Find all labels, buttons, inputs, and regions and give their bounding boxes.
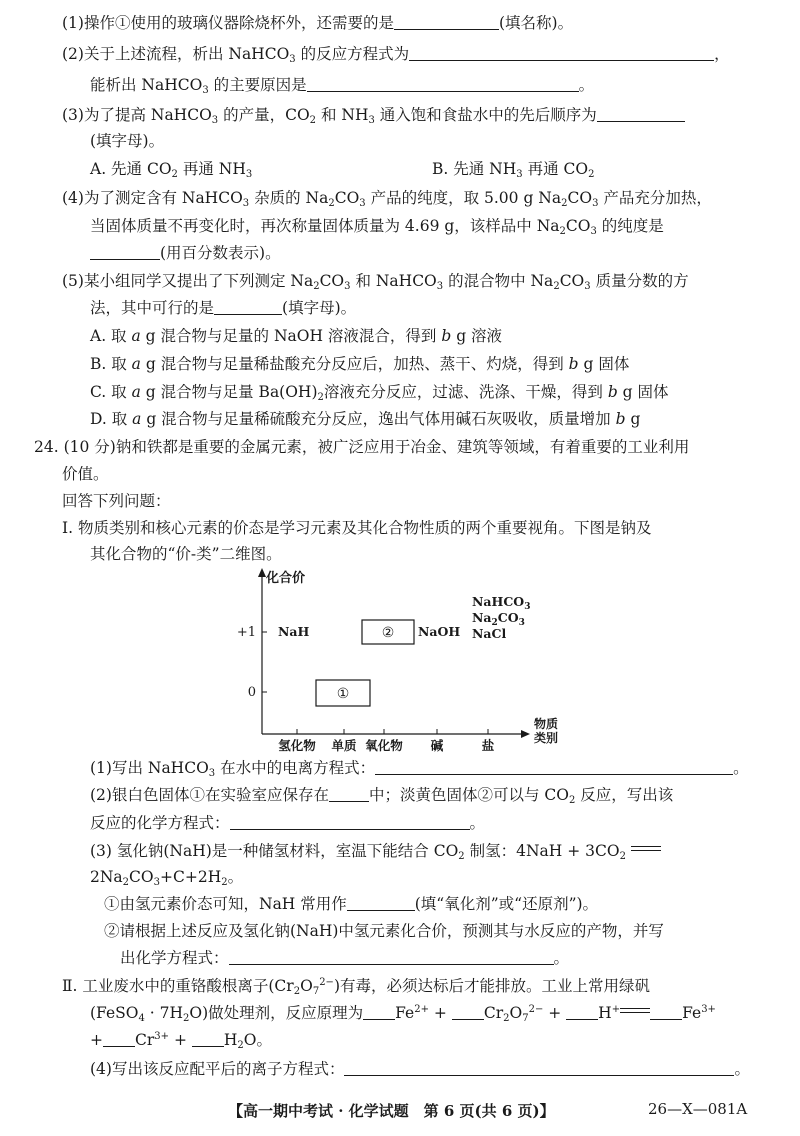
q23-part2-line2: 能析出 NaHCO$_3$ 的主要原因是 。: [90, 76, 595, 96]
x-axis-arrow-icon: [521, 730, 530, 738]
box-2-marker: ②: [381, 625, 395, 641]
coefficient-blank[interactable]: [452, 1005, 484, 1020]
answer-blank[interactable]: [344, 1061, 734, 1076]
q24-section-i-line2: 其化合物的“价-类”二维图。: [90, 545, 282, 563]
q23-part4-line1: (4)为了测定含有 NaHCO$_3$ 杂质的 $Na_2CO_3$ 产品的纯度，取 5.00 g $Na_2CO_3$ 产品充分加热，: [62, 189, 712, 209]
coefficient-blank[interactable]: [103, 1032, 135, 1047]
answer-blank[interactable]: [409, 46, 714, 61]
q24-section-ii-line1: Ⅱ. 工业废水中的重铬酸根离子$(Cr_2O_7^{2-})$有毒，必须达标后才能排放。工业上常用绿矾: [62, 977, 650, 997]
q24-sub3-part2-line1: ②请根据上述反应及氢化钠(NaH)中氢元素化合价，预测其与水反应的产物，并写: [104, 922, 664, 940]
q23-option-5d: D. 取 a g 混合物与足量稀硫酸充分反应，逸出气体用碱石灰吸收，质量增加 b g: [90, 410, 641, 428]
label-nahco3: NaHCO$_3$: [472, 594, 531, 612]
q23-part5-line2: 法，其中可行的是 (填字母)。: [90, 299, 357, 317]
x-category-element: 单质: [331, 738, 357, 753]
label-na2co3: $Na_2CO_3$: [472, 610, 525, 628]
x-axis-label-line2: 类别: [533, 731, 559, 745]
label-nacl: NaCl: [472, 626, 507, 641]
label-naoh: NaOH: [418, 624, 461, 639]
q24-heading-line2: 价值。: [62, 465, 109, 483]
y-tick-zero: 0: [247, 685, 256, 700]
q23-option-5c: C. 取 a g 混合物与足量 $Ba(OH)_2$溶液充分反应，过滤、洗涤、干燥，得到 b g 固体: [90, 383, 669, 403]
footer-code: 26—X—081A: [648, 1100, 748, 1118]
coefficient-blank[interactable]: [650, 1005, 682, 1020]
answer-blank[interactable]: [375, 760, 733, 775]
box-1-marker: ①: [336, 686, 350, 702]
q24-heading-line1: 24. (10 分)钠和铁都是重要的金属元素，被广泛应用于冶金、建筑等领域，有着重要的工业利用: [34, 438, 690, 456]
q24-sub2-line1: (2)银白色固体①在实验室应保存在 中；淡黄色固体②可以与 $CO_2$ 反应，写出该: [90, 786, 674, 806]
answer-blank[interactable]: [90, 245, 160, 260]
answer-blank[interactable]: [230, 815, 470, 830]
q24-sub4: (4)写出该反应配平后的离子方程式： 。: [90, 1060, 750, 1078]
q24-section-i-line1: Ⅰ. 物质类别和核心元素的价态是学习元素及其化合物性质的两个重要视角。下图是钠及: [62, 519, 652, 537]
label-nah: NaH: [278, 624, 310, 639]
q23-option-5a: A. 取 a g 混合物与足量的 NaOH 溶液混合，得到 b g 溶液: [90, 327, 503, 345]
y-axis-label: 化合价: [266, 571, 306, 586]
coefficient-blank[interactable]: [192, 1032, 224, 1047]
q23-part4-line3: (用百分数表示)。: [90, 242, 281, 264]
q24-instruction: 回答下列问题：: [62, 492, 171, 510]
q24-sub3-part2-line2: 出化学方程式： 。: [120, 949, 570, 967]
answer-blank[interactable]: [307, 77, 579, 92]
answer-blank[interactable]: [329, 787, 369, 802]
coefficient-blank[interactable]: [566, 1005, 598, 1020]
y-axis-arrow-icon: [258, 568, 266, 577]
q24-sub2-line2: 反应的化学方程式： 。: [90, 814, 486, 832]
footer-title: 【高一期中考试 · 化学试题 第 6 页(共 6 页)】: [228, 1102, 555, 1120]
q24-sub3-part1: ①由氢元素价态可知，NaH 常用作 (填“氧化剂”或“还原剂”)。: [104, 895, 599, 913]
answer-blank[interactable]: [394, 15, 499, 30]
q23-part5-line1: (5)某小组同学又提出了下列测定 $Na_2CO_3$ 和 NaHCO$_3$ 的混合物中 $Na_2CO_3$ 质量分数的方: [62, 272, 689, 292]
q24-section-ii-line3: + $Cr^{3+} + H_2O$。: [90, 1031, 272, 1051]
q23-option-b: B. 先通 $NH_3$ 再通 $CO_2$: [432, 160, 595, 180]
q24-section-ii-line2: (FeSO$_4$ · $7H_2O$)做处理剂，反应原理为 $Fe^{2+} + Cr_2O_7^{2-} + H^+$ $Fe^{3+}$: [90, 1004, 716, 1024]
q24-sub3-line1: (3) 氢化钠(NaH)是一种储氢材料，室温下能结合 $CO_2$ 制氢：$4NaH + 3CO_2$: [90, 840, 661, 862]
answer-blank[interactable]: [347, 896, 415, 911]
answer-blank[interactable]: [597, 107, 685, 122]
x-category-hydride: 氢化物: [278, 738, 316, 753]
valence-class-diagram: [236, 566, 572, 756]
answer-blank[interactable]: [229, 950, 554, 965]
q23-option-5b: B. 取 a g 混合物与足量稀盐酸充分反应后，加热、蒸干、灼烧，得到 b g 固体: [90, 355, 630, 373]
q23-part1: (1)操作①使用的玻璃仪器除烧杯外，还需要的是 (填名称)。: [62, 14, 574, 32]
x-category-base: 碱: [430, 738, 444, 753]
q24-sub1: (1)写出 NaHCO$_3$ 在水中的电离方程式： 。: [90, 759, 749, 779]
equals-sign-icon: [631, 844, 661, 854]
q23-part3-line2: (填字母)。: [90, 132, 165, 150]
x-category-salt: 盐: [481, 738, 495, 753]
q23-part4-line2: 当固体质量不再变化时，再次称量固体质量为 4.69 g，该样品中 $Na_2CO_3$ 的纯度是: [90, 217, 664, 237]
coefficient-blank[interactable]: [363, 1005, 395, 1020]
q23-part2-line1: (2)关于上述流程，析出 NaHCO$_3$ 的反应方程式为 ，: [62, 45, 730, 65]
q24-sub3-line2: $2Na_2CO_3+C+2H_2$。: [90, 868, 244, 888]
q23-part3-line1: (3)为了提高 NaHCO$_3$ 的产量，$CO_2$ 和 $NH_3$ 通入饱和食盐水中的先后顺序为: [62, 104, 685, 126]
x-axis-label-line1: 物质: [533, 717, 559, 731]
x-category-oxide: 氧化物: [365, 738, 403, 753]
equals-sign-icon: [620, 1006, 650, 1016]
y-tick-plus1: +1: [236, 625, 256, 640]
answer-blank[interactable]: [214, 300, 282, 315]
q23-option-a: A. 先通 $CO_2$ 再通 $NH_3$: [90, 160, 253, 180]
